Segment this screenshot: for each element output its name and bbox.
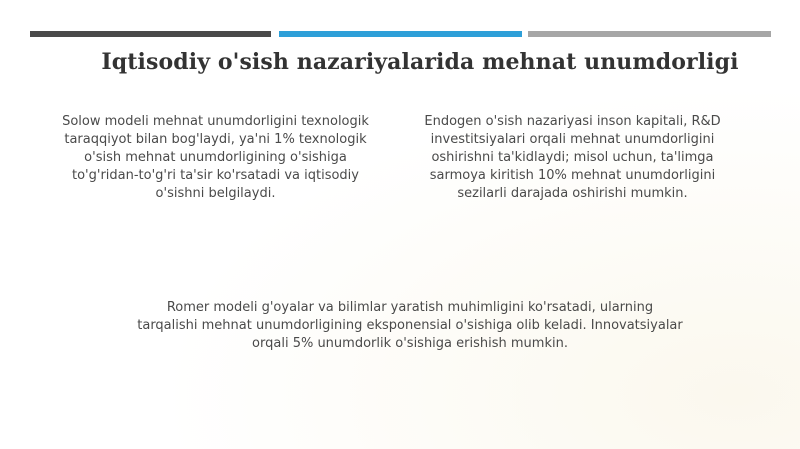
endogen-paragraph: Endogen o'sish nazariyasi inson kapitali, R&D investitsiyalari orqali mehnat unumdorligini oshirishni ta'kidlaydi; misol uchun, ta'limga sarmoya kiritish 10% mehnat unumdorligini sezilarli darajada oshirishi mumkin. (424, 114, 721, 201)
header-bar-dark (30, 31, 271, 37)
header-bar-gray (528, 31, 771, 37)
header-bar-blue (279, 31, 522, 37)
solow-paragraph: Solow modeli mehnat unumdorligini texnologik taraqqiyot bilan bog'laydi, ya'ni 1% texnologik o'sish mehnat unumdorligining o'sishiga to'g'ridan-to'g'ri ta'sir ko'rsatadi va iqtisodiy o'sishni belgilaydi. (62, 114, 369, 201)
slide-title: Iqtisodiy o'sish nazariyalarida mehnat unumdorligi (101, 49, 739, 75)
romer-paragraph: Romer modeli g'oyalar va bilimlar yaratish muhimligini ko'rsatadi, ularning tarqalishi mehnat unumdorligining eksponensial o'sishiga olib keladi. Innovatsiyalar orqali 5% unumdorlik o'sishiga erishish mumkin. (137, 300, 683, 351)
